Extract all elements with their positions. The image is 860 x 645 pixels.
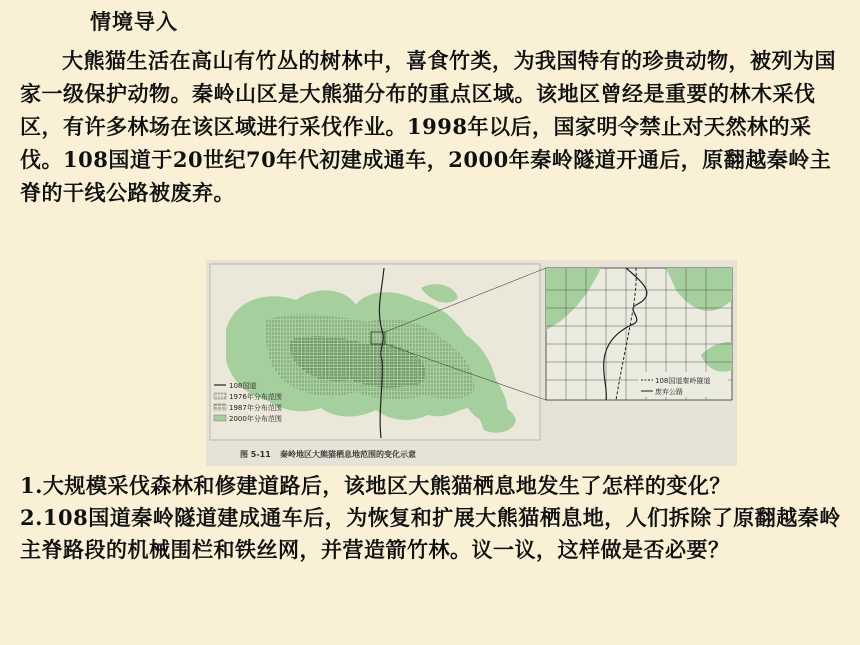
- question-2: 2.108国道秦岭隧道建成通车后，为恢复和扩展大熊猫栖息地，人们拆除了原翻越秦岭主脊路段的机械围栏和铁丝网，并营造箭竹林。议一议，这样做是否必要？: [20, 505, 841, 562]
- intro-paragraph: 大熊猫生活在高山有竹丛的树林中，喜食竹类，为我国特有的珍贵动物，被列为国家一级保护动物。秦岭山区是大熊猫分布的重点区域。该地区曾经是重要的林木采伐区，有许多林场在该区域进行采伐作业。1998年以后，国家明令禁止对天然林的采伐。108国道于20世纪70年代初建成通车，2000年秦岭隧道开通后，原翻越秦岭主脊的干线公路被废弃。: [20, 48, 836, 205]
- legend-abandoned-road: 废弃公路: [655, 388, 683, 396]
- habitat-map-figure: [206, 260, 737, 466]
- legend-2000: 2000年分布范围: [229, 415, 282, 423]
- question-1: 1.大规模采伐森林和修建道路后，该地区大熊猫栖息地发生了怎样的变化？: [20, 473, 731, 498]
- figure-caption-text: 秦岭地区大熊猫栖息地范围的变化示意: [280, 450, 416, 459]
- legend-1976: 1976年分布范围: [229, 393, 282, 401]
- habitat-map: [206, 260, 737, 466]
- legend-1987: 1987年分布范围: [229, 404, 282, 412]
- legend-tunnel: 108国道秦岭隧道: [655, 377, 711, 385]
- section-heading: 情境导入: [90, 9, 178, 34]
- inset-legend: [638, 372, 728, 397]
- question-list: [20, 470, 842, 566]
- legend-road-108: 108国道: [229, 382, 257, 390]
- figure-caption-number: 图 5-11: [240, 450, 271, 459]
